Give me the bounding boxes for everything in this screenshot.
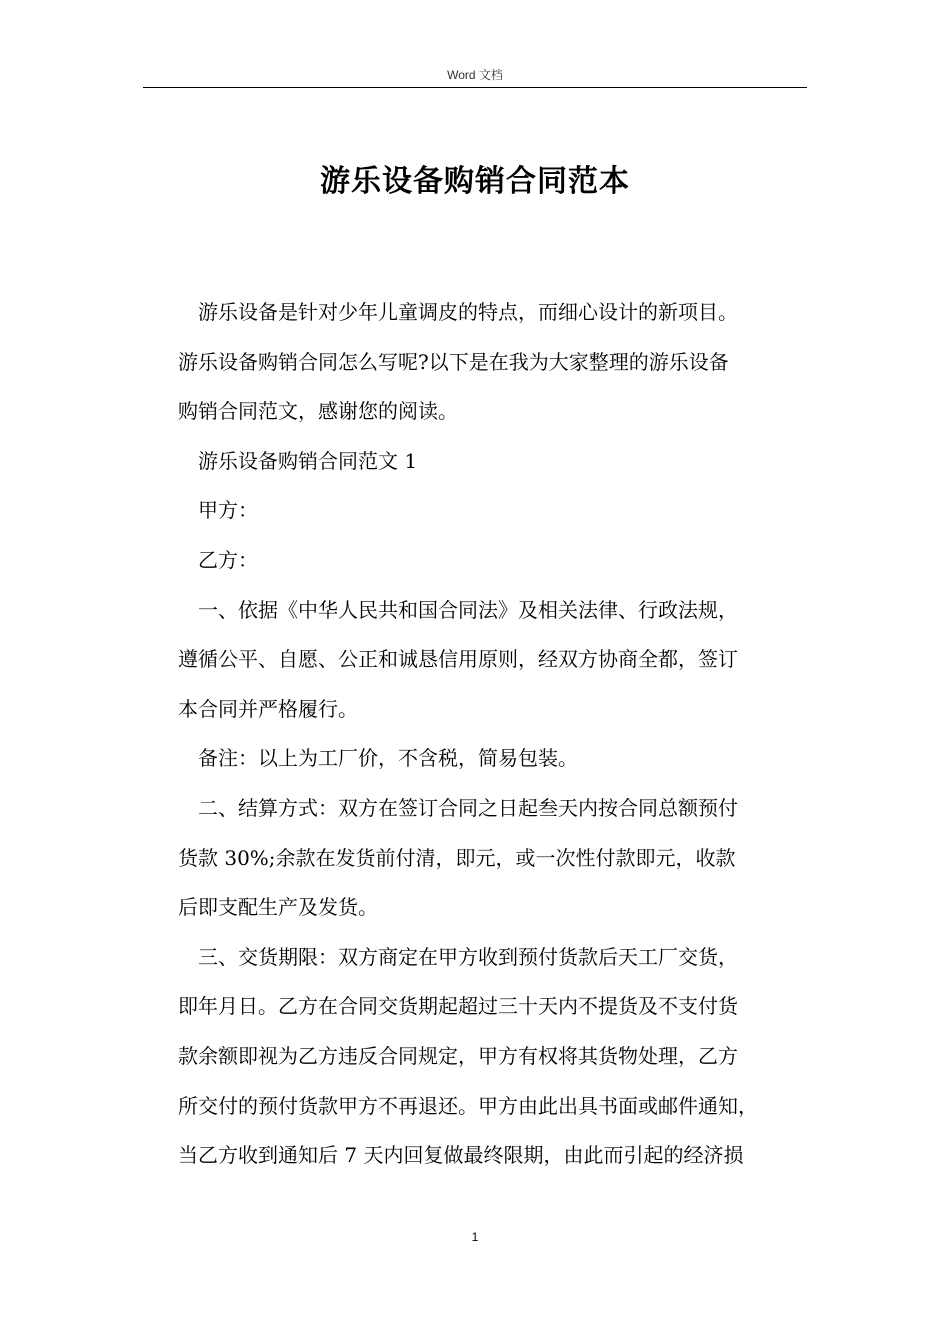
paragraph-line: 后即支配生产及发货。 <box>178 895 378 920</box>
page-header-label: Word 文档 <box>447 68 503 82</box>
paragraph <box>178 486 806 536</box>
paragraph <box>178 586 806 735</box>
paragraph-line: 三、交货期限：双方商定在甲方收到预付货款后天工厂交货， <box>198 944 738 969</box>
paragraph-line: 款余额即视为乙方违反合同规定，甲方有权将其货物处理，乙方 <box>178 1043 738 1068</box>
paragraph <box>178 288 806 437</box>
paragraph-line: 货款 30%;余款在发货前付清，即元，或一次性付款即元，收款 <box>178 845 736 870</box>
paragraph-line: 遵循公平、自愿、公正和诚恳信用原则，经双方协商全都，签订 <box>178 647 738 672</box>
paragraph-line: 本合同并严格履行。 <box>178 696 358 721</box>
paragraph <box>178 536 806 586</box>
header-divider <box>143 87 807 88</box>
paragraph <box>178 933 806 1181</box>
paragraph-line: 即年月日。乙方在合同交货期起超过三十天内不提货及不支付货 <box>178 994 738 1019</box>
paragraph-line: 所交付的预付货款甲方不再退还。甲方由此出具书面或邮件通知， <box>178 1093 758 1118</box>
document-title: 游乐设备购销合同范本 <box>320 164 630 199</box>
paragraph-line: 游乐设备是针对少年儿童调皮的特点，而细心设计的新项目。 <box>198 300 738 324</box>
paragraph-line: 备注：以上为工厂价，不含税，简易包装。 <box>198 746 578 771</box>
paragraph-line: 一、依据《中华人民共和国合同法》及相关法律、行政法规， <box>198 597 738 622</box>
document-body <box>178 288 806 1181</box>
paragraph-line: 游乐设备购销合同怎么写呢?以下是在我为大家整理的游乐设备 <box>178 349 729 374</box>
page-number: 1 <box>471 1230 479 1244</box>
paragraph <box>178 437 806 487</box>
paragraph-line: 甲方： <box>198 498 258 523</box>
paragraph-line: 游乐设备购销合同范文 1 <box>198 448 418 473</box>
paragraph-line: 当乙方收到通知后 7 天内回复做最终限期，由此而引起的经济损 <box>178 1143 744 1168</box>
paragraph-line: 购销合同范文，感谢您的阅读。 <box>178 399 458 424</box>
paragraph-line: 二、结算方式：双方在签订合同之日起叁天内按合同总额预付 <box>198 795 738 820</box>
paragraph <box>178 734 806 784</box>
paragraph-line: 乙方： <box>198 547 258 572</box>
paragraph <box>178 784 806 933</box>
